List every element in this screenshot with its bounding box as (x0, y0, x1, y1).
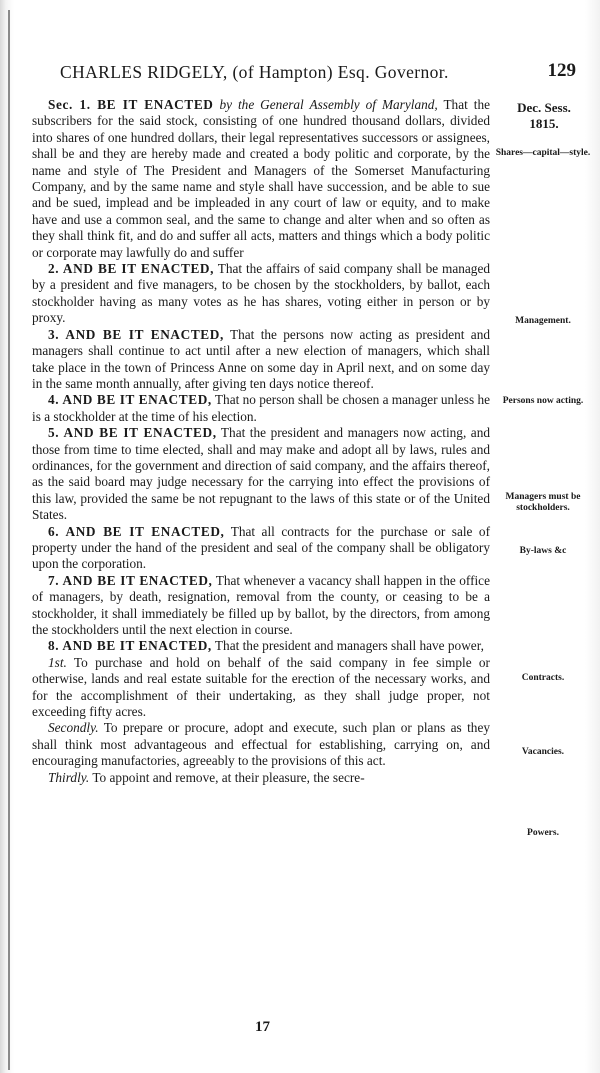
section-1 (32, 97, 490, 261)
power-3 (32, 770, 490, 786)
section-text: That the affairs of said company shall be managed by a president and five managers, to be chosen by the stockholders, by ballot, each stockholder having as many votes as he has shares, voting either in person or by proxy. (32, 261, 490, 326)
section-text: That the president and managers now acting, and those from time to time elected, shall and may make and adopt all by laws, rules and ordinances, for the government and direction of said company, and the affairs thereof, as the said board may judge necessary for the carrying into effect the provisions of this law, provided the same be not repugnant to the laws of this state or of the United States. (32, 425, 490, 523)
section-3 (32, 327, 490, 393)
running-header (50, 60, 590, 88)
section-head: 3. AND BE IT ENACTED, (48, 326, 224, 342)
session-label (494, 100, 594, 132)
margin-note-management: Management. (515, 316, 571, 326)
power-text: To prepare or procure, adopt and execute, such plan or plans as they shall think most advantageous and effectual for establishing, carrying on, and encouraging manufactories, agreeably to the provisions of this act. (32, 720, 490, 769)
section-6 (32, 524, 490, 573)
section-5 (32, 425, 490, 523)
power-text: To appoint and remove, at their pleasure, the secre- (92, 769, 365, 785)
margin-note-vacancies: Vacancies. (521, 747, 565, 757)
section-8 (32, 638, 490, 654)
power-ordinal: Thirdly. (48, 769, 90, 785)
header-title: CHARLES RIDGELY, (of Hampton) Esq. Governor. (60, 62, 449, 82)
power-2 (32, 720, 490, 769)
power-text: To purchase and hold on behalf of the said company in fee simple or otherwise, lands and real estate suitable for the erection of the necessary works, and for the accomplishment of their undertaking, as they shall judge proper, not exceeding fifty acres. (32, 654, 490, 720)
section-2 (32, 261, 490, 327)
section-head: 7. AND BE IT ENACTED, (48, 572, 213, 588)
margin-note-persons-acting: Persons now acting. (502, 396, 584, 406)
section-italic: by the General Assembly of Maryland, (219, 97, 438, 112)
page-binding-edge (8, 10, 10, 1070)
session-line-2: 1815. (529, 116, 559, 131)
power-1 (32, 655, 490, 721)
section-7 (32, 573, 490, 639)
margin-note-managers: Managers must be stockholders. (505, 492, 581, 513)
section-text: That the president and managers shall have power, (214, 638, 484, 654)
margin-note-contracts: Contracts. (521, 673, 565, 683)
section-head: 8. AND BE IT ENACTED, (48, 638, 212, 654)
margin-note-bylaws: By-laws &c (519, 546, 567, 556)
section-text: That no person shall be chosen a manager unless he is a stockholder at the time of his election. (32, 392, 491, 424)
section-text: That the persons now acting as president and managers shall continue to act until after a new election of managers, which shall take place in the town of Princess Anne on some day in April next, and on some day in the same month annually, after giving ten days notice thereof. (32, 326, 491, 391)
power-ordinal: Secondly. (48, 720, 99, 736)
section-head: 6. AND BE IT ENACTED, (48, 523, 225, 539)
margin-note-shares: Shares—capital—style. (495, 148, 591, 158)
signature-mark: 17 (255, 1019, 270, 1035)
section-head: Sec. 1. BE IT ENACTED (48, 97, 214, 112)
page-number: 129 (547, 60, 576, 81)
section-text: That all contracts for the purchase or sale of property under the hand of the president and seal of the company shall be obligatory upon the corporation. (32, 523, 491, 572)
section-head: 4. AND BE IT ENACTED, (48, 392, 212, 408)
section-head: 2. AND BE IT ENACTED, (48, 261, 215, 277)
margin-note-powers: Powers. (527, 828, 559, 838)
document-body (32, 97, 490, 786)
power-ordinal: 1st. (48, 654, 67, 670)
session-line-1: Dec. Sess. (517, 100, 571, 115)
section-text: That whenever a vacancy shall happen in the office of managers, by death, resignation, removal from the county, or ceasing to be a stockholder, it shall immediately be filled up by ballot, by the directors, from among the stockholders until the next election in course. (32, 572, 490, 637)
section-head: 5. AND BE IT ENACTED, (48, 425, 217, 441)
section-4 (32, 392, 490, 425)
section-text: That the subscribers for the said stock, consisting of one hundred thousand dollars, divided into shares of one hundred dollars, their legal representatives successors or assignees, shall be and they are hereby made and created a body politic and corporate, by the name and style of The President and Managers of the Somerset Manufacturing Company, and by the same name and style shall have succession, and be able to sue and be sued, implead and be impleaded in any court of law or equity, and to make have and use a common seal, and the same to change and alter when and so often as they shall think fit, and do and suffer all acts, matters and things which a body politic or corporate may lawfully do and suffer (32, 97, 491, 260)
